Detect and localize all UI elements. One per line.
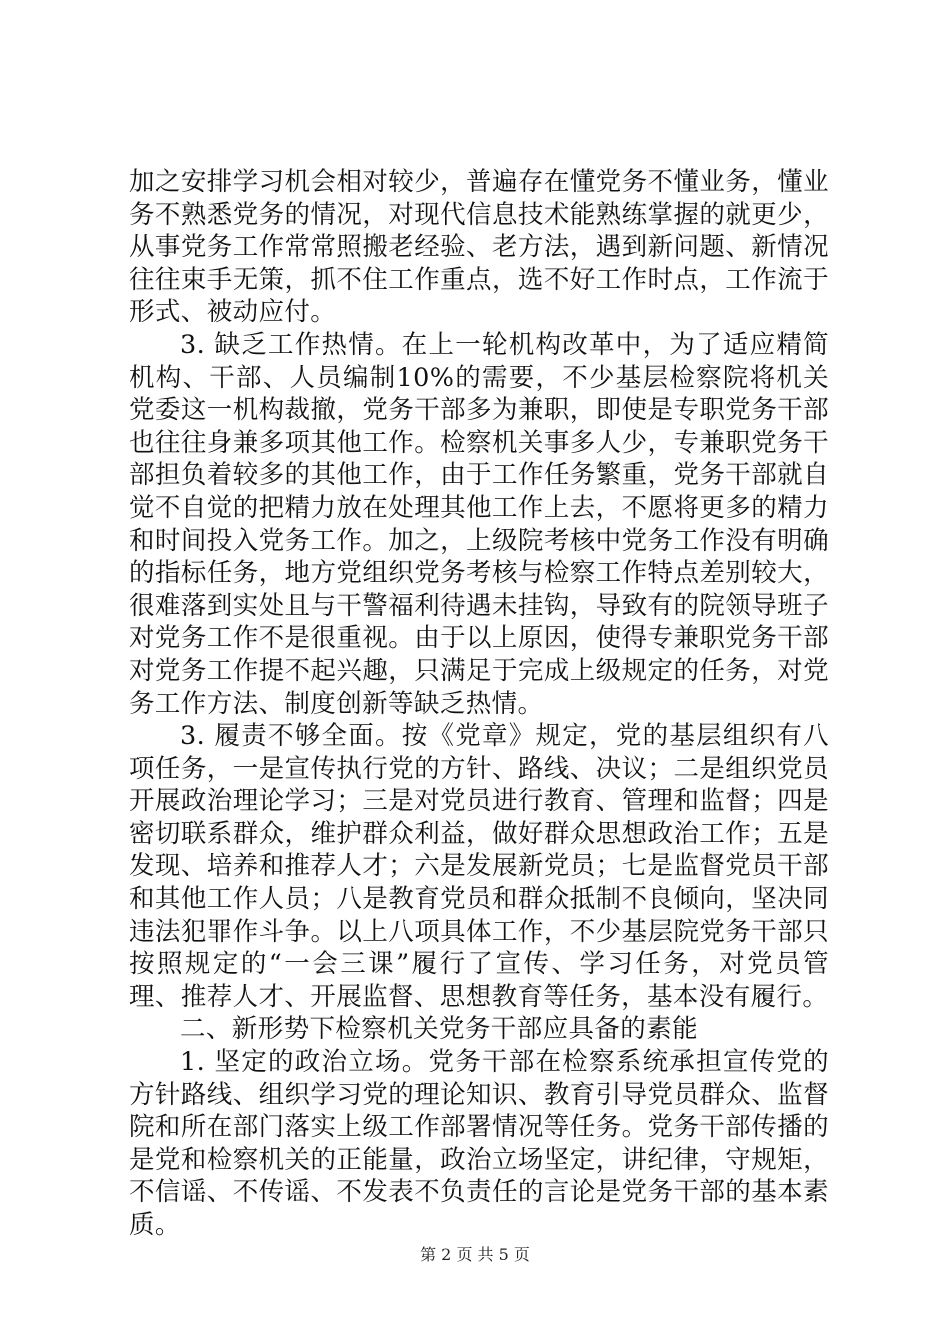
paragraph-incomplete-duties: 3. 履责不够全面。按《党章》规定，党的基层组织有八项任务，一是宣传执行党的方针、路线、决议；二是组织党员开展政治理论学习；三是对党员进行教育、管理和监督；四是密切联系群众，维护群众利益，做好群众思想政治工作；五是发现、培养和推荐人才；六是发展新党员；七是监督党员干部和其他工作人员；八是教育党员和群众抵制不良倾向，坚决同违法犯罪作斗争。以上八项具体工作，不少基层院党务干部只按照规定的“一会三课”履行了宣传、学习任务，对党员管理、推荐人才、开展监督、思想教育等任务，基本没有履行。 bbox=[129, 721, 829, 1012]
page-footer bbox=[0, 1245, 950, 1265]
page-number: 第 2 页 共 5 页 bbox=[420, 1245, 530, 1264]
section-heading: 二、新形势下检察机关党务干部应具备的素能 bbox=[180, 1014, 699, 1045]
paragraph-lack-of-enthusiasm: 3. 缺乏工作热情。在上一轮机构改革中，为了适应精简机构、干部、人员编制10%的需要，不少基层检察院将机关党委这一机构裁撤，党务干部多为兼职，即使是专职党务干部也往往身兼多项其他工作。检察机关事多人少，专兼职党务干部担负着较多的其他工作，由于工作任务繁重，党务干部就自觉不自觉的把精力放在处理其他工作上去，不愿将更多的精力和时间投入党务工作。加之，上级院考核中党务工作没有明确的指标任务，地方党组织党务考核与检察工作特点差别较大，很难落到实处且与干警福利待遇未挂钩，导致有的院领导班子对党务工作不是很重视。由于以上原因，使得专兼职党务干部对党务工作提不起兴趣，只满足于完成上级规定的任务，对党务工作方法、制度创新等缺乏热情。 bbox=[129, 329, 829, 719]
paragraph-continuation: 加之安排学习机会相对较少，普遍存在懂党务不懂业务，懂业务不熟悉党务的情况，对现代信息技术能熟练掌握的就更少，从事党务工作常常照搬老经验、老方法，遇到新问题、新情况往往束手无策，抓不住工作重点，选不好工作时点，工作流于形式、被动应付。 bbox=[129, 167, 829, 328]
paragraph-political-stance: 1. 坚定的政治立场。党务干部在检察系统承担宣传党的方针路线、组织学习党的理论知识、教育引导党员群众、监督院和所在部门落实上级工作部署情况等任务。党务干部传播的是党和检察机关的正能量，政治立场坚定，讲纪律，守规矩，不信谣、不传谣、不发表不负责任的言论是党务干部的基本素质。 bbox=[129, 1047, 829, 1240]
document-body bbox=[129, 166, 829, 1242]
